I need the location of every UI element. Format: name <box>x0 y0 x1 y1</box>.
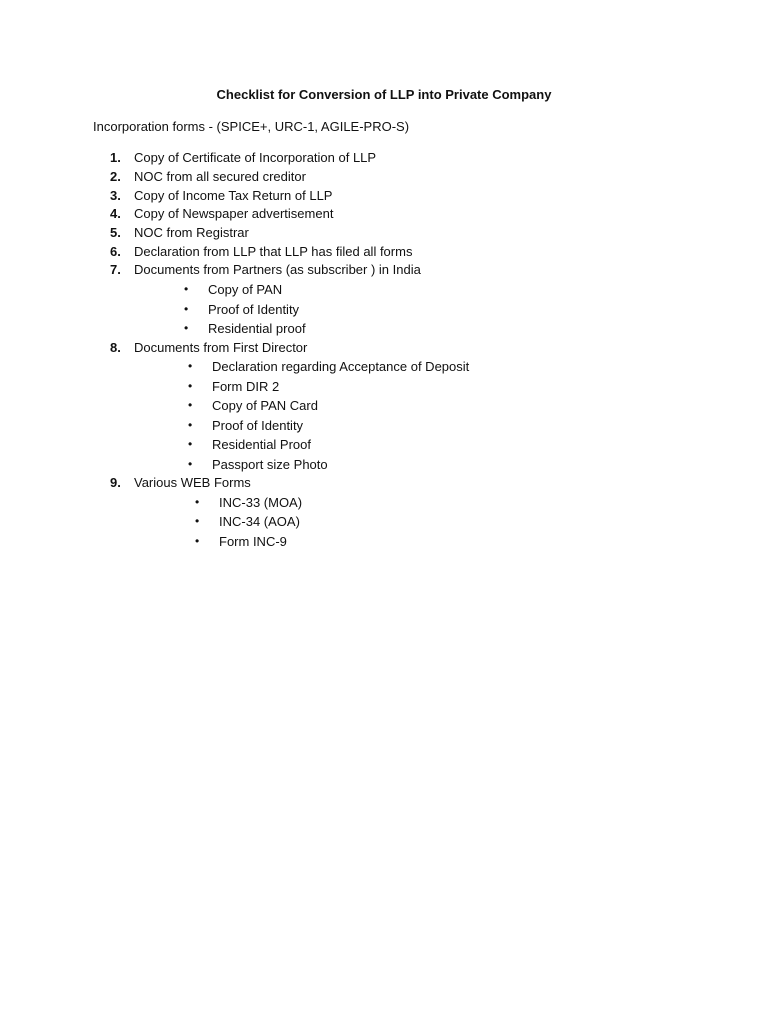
bullet-icon: • <box>184 321 189 335</box>
sub-list-item-text: Passport size Photo <box>212 457 328 472</box>
list-number: 5. <box>110 225 121 240</box>
list-number: 7. <box>110 262 121 277</box>
sub-list-item-text: Copy of PAN <box>208 282 283 297</box>
list-number: 8. <box>110 340 121 355</box>
bullet-icon: • <box>188 437 193 451</box>
sub-list-item-text: INC-33 (MOA) <box>219 495 303 510</box>
incorporation-forms-line: Incorporation forms - (SPICE+, URC-1, AGILE-PRO-S) <box>93 119 410 134</box>
sub-list-item-text: Declaration regarding Acceptance of Deposit <box>212 359 470 374</box>
bullet-icon: • <box>195 534 200 548</box>
list-item-text: NOC from all secured creditor <box>134 169 306 184</box>
bullet-icon: • <box>195 495 200 509</box>
list-item-text: Copy of Certificate of Incorporation of LLP <box>134 150 377 165</box>
bullet-icon: • <box>188 418 193 432</box>
sub-list-item-text: Residential Proof <box>212 437 311 452</box>
bullet-icon: • <box>188 379 193 393</box>
list-item-text: Copy of Newspaper advertisement <box>134 206 334 221</box>
bullet-icon: • <box>188 457 193 471</box>
document-title: Checklist for Conversion of LLP into Private Company <box>216 87 552 102</box>
bullet-icon: • <box>188 398 193 412</box>
sub-list-item-text: Proof of Identity <box>212 418 304 433</box>
list-item-text: Copy of Income Tax Return of LLP <box>134 188 333 203</box>
list-number: 4. <box>110 206 121 221</box>
list-item-text: Documents from Partners (as subscriber ) in India <box>134 262 421 277</box>
sub-list-item-text: Residential proof <box>208 321 306 336</box>
bullet-icon: • <box>188 359 193 373</box>
list-number: 3. <box>110 188 121 203</box>
bullet-icon: • <box>184 302 189 316</box>
list-item-text: Declaration from LLP that LLP has filed all forms <box>134 244 413 259</box>
bullet-icon: • <box>195 514 200 528</box>
sub-list-item-text: Form INC-9 <box>219 534 287 549</box>
list-number: 9. <box>110 475 121 490</box>
list-number: 1. <box>110 150 121 165</box>
list-item-text: Documents from First Director <box>134 340 308 355</box>
list-number: 2. <box>110 169 121 184</box>
list-number: 6. <box>110 244 121 259</box>
list-item-text: Various WEB Forms <box>134 475 251 490</box>
list-item-text: NOC from Registrar <box>134 225 249 240</box>
bullet-icon: • <box>184 282 189 296</box>
sub-list-item-text: Form DIR 2 <box>212 379 280 394</box>
sub-list-item-text: INC-34 (AOA) <box>219 514 300 529</box>
sub-list-item-text: Proof of Identity <box>208 302 300 317</box>
sub-list-item-text: Copy of PAN Card <box>212 398 318 413</box>
